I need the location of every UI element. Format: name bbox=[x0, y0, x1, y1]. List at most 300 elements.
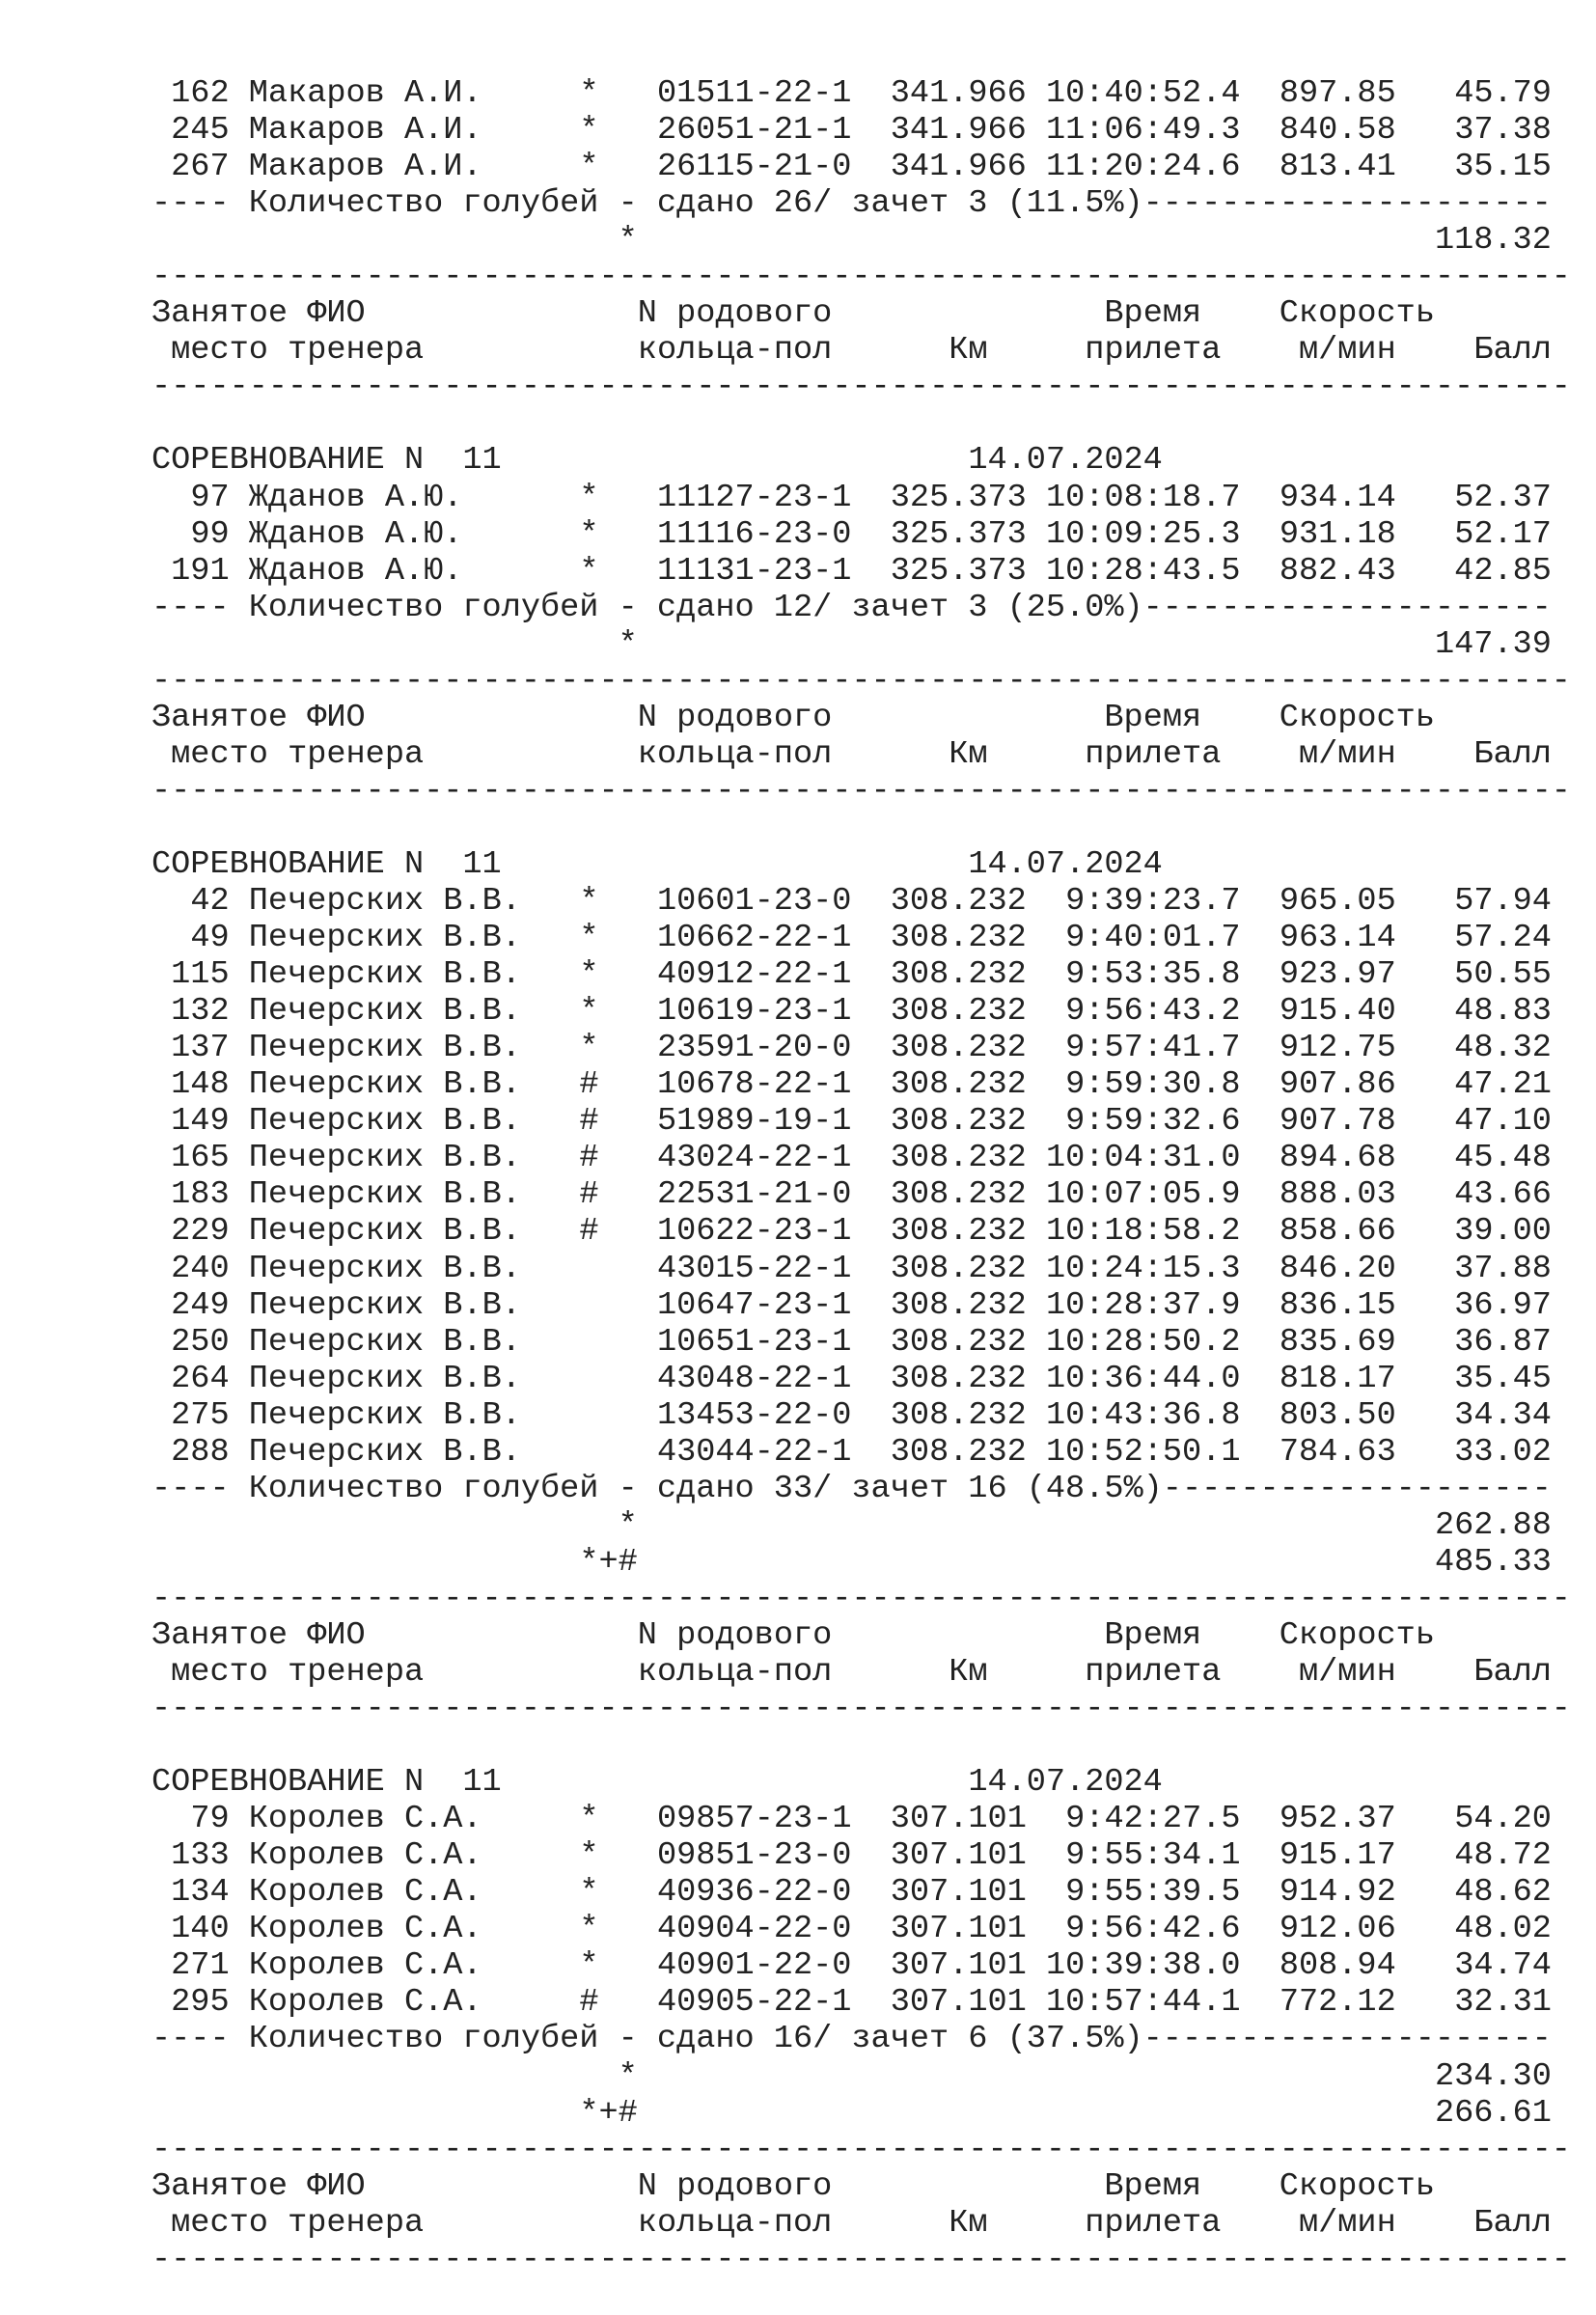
summary-line bbox=[151, 185, 1571, 222]
score-cell: 34.34 bbox=[1454, 1396, 1552, 1434]
time-cell: 10:08:18.7 bbox=[1046, 479, 1241, 516]
km-cell: 341.966 bbox=[890, 112, 1027, 150]
km-cell: 308.232 bbox=[890, 1286, 1027, 1324]
time-cell: 9:56:43.2 bbox=[1065, 993, 1241, 1031]
time-cell: 10:40:52.4 bbox=[1046, 75, 1241, 112]
header-name-2: тренера bbox=[288, 735, 425, 773]
summary-line bbox=[151, 1471, 1571, 1507]
mark-cell: * bbox=[579, 552, 599, 590]
result-row bbox=[151, 1801, 1571, 1837]
header-km: Км bbox=[949, 2204, 988, 2242]
result-row bbox=[151, 75, 1571, 112]
time-cell: 9:55:34.1 bbox=[1065, 1837, 1241, 1875]
score-cell: 57.24 bbox=[1454, 920, 1552, 957]
name-cell: Макаров А.И. bbox=[248, 149, 482, 186]
total-mark: * bbox=[618, 625, 638, 663]
total-value: 118.32 bbox=[1434, 222, 1552, 260]
place-cell: 191 bbox=[171, 552, 230, 590]
score-cell: 42.85 bbox=[1454, 552, 1552, 590]
km-cell: 308.232 bbox=[890, 1140, 1027, 1177]
name-cell: Макаров А.И. bbox=[248, 112, 482, 150]
place-cell: 79 bbox=[190, 1801, 230, 1838]
km-cell: 307.101 bbox=[890, 1874, 1027, 1912]
column-header-line-1 bbox=[151, 295, 1571, 332]
column-header-line-1 bbox=[151, 1617, 1571, 1654]
column-header-line-2 bbox=[151, 332, 1571, 369]
result-row bbox=[151, 1837, 1571, 1874]
header-speed: Скорость bbox=[1279, 699, 1435, 736]
speed-cell: 931.18 bbox=[1279, 515, 1396, 553]
summary-line bbox=[151, 2021, 1571, 2057]
place-cell: 137 bbox=[171, 1030, 230, 1067]
separator-line: ------------------------------------------------------------------------- bbox=[151, 662, 1571, 700]
total-value: 147.39 bbox=[1434, 625, 1552, 663]
score-cell: 52.17 bbox=[1454, 515, 1552, 553]
km-cell: 308.232 bbox=[890, 1433, 1027, 1471]
speed-cell: 803.50 bbox=[1279, 1396, 1396, 1434]
result-row bbox=[151, 1947, 1571, 1984]
blank-line bbox=[151, 2278, 1571, 2315]
result-row bbox=[151, 1287, 1571, 1324]
pigeon-count-summary: ---- Количество голубей - сдано 33/ зачет 16 (48.5%)-------------------- bbox=[151, 1470, 1552, 1507]
result-row bbox=[151, 1434, 1571, 1471]
place-cell: 134 bbox=[171, 1874, 230, 1912]
header-time: Время bbox=[1104, 699, 1202, 736]
speed-cell: 907.86 bbox=[1279, 1066, 1396, 1104]
name-cell: Королев С.А. bbox=[248, 1947, 482, 1985]
mark-cell: * bbox=[579, 1837, 599, 1875]
header-score: Балл bbox=[1473, 1654, 1552, 1692]
separator-line: ------------------------------------------------------------------------- bbox=[151, 2241, 1571, 2278]
km-cell: 308.232 bbox=[890, 1030, 1027, 1067]
place-cell: 42 bbox=[190, 883, 230, 921]
ring-cell: 26051-21-1 bbox=[656, 112, 852, 150]
ring-cell: 10651-23-1 bbox=[656, 1323, 852, 1361]
score-cell: 43.66 bbox=[1454, 1176, 1552, 1214]
score-cell: 33.02 bbox=[1454, 1433, 1552, 1471]
column-header-line-1 bbox=[151, 700, 1571, 736]
name-cell: Печерских В.В. bbox=[248, 1176, 521, 1214]
result-row bbox=[151, 1984, 1571, 2021]
time-cell: 9:40:01.7 bbox=[1065, 920, 1241, 957]
competition-date: 14.07.2024 bbox=[968, 845, 1163, 883]
total-mark: * bbox=[618, 2057, 638, 2095]
place-cell: 245 bbox=[171, 112, 230, 150]
header-place: Занятое bbox=[151, 2167, 289, 2205]
competition-line bbox=[151, 1764, 1571, 1801]
time-cell: 9:59:30.8 bbox=[1065, 1066, 1241, 1104]
speed-cell: 818.17 bbox=[1279, 1360, 1396, 1397]
result-row bbox=[151, 1213, 1571, 1250]
blank-line bbox=[151, 810, 1571, 846]
competition-line bbox=[151, 442, 1571, 479]
ring-cell: 10622-23-1 bbox=[656, 1213, 852, 1251]
header-ring-2: кольца-пол bbox=[637, 1654, 833, 1692]
ring-cell: 13453-22-0 bbox=[656, 1396, 852, 1434]
score-cell: 36.87 bbox=[1454, 1323, 1552, 1361]
km-cell: 308.232 bbox=[890, 1323, 1027, 1361]
ring-cell: 51989-19-1 bbox=[656, 1103, 852, 1141]
score-cell: 47.10 bbox=[1454, 1103, 1552, 1141]
name-cell: Печерских В.В. bbox=[248, 1286, 521, 1324]
speed-cell: 808.94 bbox=[1279, 1947, 1396, 1985]
speed-cell: 952.37 bbox=[1279, 1801, 1396, 1838]
blank-line bbox=[151, 405, 1571, 442]
header-km: Км bbox=[949, 735, 988, 773]
speed-cell: 914.92 bbox=[1279, 1874, 1396, 1912]
result-row bbox=[151, 480, 1571, 516]
time-cell: 10:28:37.9 bbox=[1045, 1286, 1241, 1324]
ring-cell: 40901-22-0 bbox=[656, 1947, 852, 1985]
separator-line: ------------------------------------------------------------------------- bbox=[151, 2131, 1571, 2168]
score-cell: 34.74 bbox=[1454, 1947, 1552, 1985]
score-cell: 52.37 bbox=[1454, 479, 1552, 516]
total-value: 485.33 bbox=[1434, 1543, 1552, 1581]
total-value: 266.61 bbox=[1434, 2094, 1552, 2132]
mark-cell: * bbox=[579, 993, 599, 1031]
result-row bbox=[151, 1140, 1571, 1176]
header-ring-2: кольца-пол bbox=[637, 332, 833, 370]
speed-cell: 912.06 bbox=[1279, 1911, 1396, 1948]
result-row bbox=[151, 1251, 1571, 1287]
header-place-2: место bbox=[171, 1654, 268, 1692]
header-speed-2: м/мин bbox=[1298, 2204, 1396, 2242]
place-cell: 162 bbox=[171, 75, 230, 112]
result-row bbox=[151, 1874, 1571, 1911]
score-cell: 37.88 bbox=[1454, 1250, 1552, 1287]
ring-cell: 11116-23-0 bbox=[656, 515, 852, 553]
ring-cell: 43048-22-1 bbox=[656, 1360, 852, 1397]
header-place: Занятое bbox=[151, 1616, 289, 1654]
ring-cell: 10678-22-1 bbox=[656, 1066, 852, 1104]
ring-cell: 40936-22-0 bbox=[656, 1874, 852, 1912]
ring-cell: 11131-23-1 bbox=[656, 552, 852, 590]
ring-cell: 40912-22-1 bbox=[656, 956, 852, 994]
km-cell: 308.232 bbox=[890, 1360, 1027, 1397]
ring-cell: 40904-22-0 bbox=[656, 1911, 852, 1948]
ring-cell: 09851-23-0 bbox=[656, 1837, 852, 1875]
speed-cell: 965.05 bbox=[1279, 883, 1396, 921]
score-cell: 48.02 bbox=[1454, 1911, 1552, 1948]
time-cell: 10:24:15.3 bbox=[1045, 1250, 1241, 1287]
result-row bbox=[151, 516, 1571, 553]
km-cell: 325.373 bbox=[890, 479, 1027, 516]
header-speed: Скорость bbox=[1279, 1616, 1435, 1654]
header-ring: N родового bbox=[637, 2167, 833, 2205]
place-cell: 49 bbox=[190, 920, 230, 957]
name-cell: Печерских В.В. bbox=[248, 1140, 521, 1177]
name-cell: Королев С.А. bbox=[248, 1984, 482, 2022]
km-cell: 307.101 bbox=[890, 1911, 1027, 1948]
ring-cell: 10619-23-1 bbox=[656, 993, 852, 1031]
header-name: ФИО bbox=[307, 699, 366, 736]
km-cell: 308.232 bbox=[890, 1066, 1027, 1104]
total-line bbox=[151, 1507, 1571, 1544]
score-cell: 47.21 bbox=[1454, 1066, 1552, 1104]
name-cell: Королев С.А. bbox=[248, 1911, 482, 1948]
time-cell: 9:57:41.7 bbox=[1065, 1030, 1241, 1067]
total-line bbox=[151, 222, 1571, 259]
result-row bbox=[151, 956, 1571, 993]
speed-cell: 882.43 bbox=[1279, 552, 1396, 590]
result-row bbox=[151, 1066, 1571, 1103]
total-mark: *+# bbox=[579, 2094, 638, 2132]
mark-cell: # bbox=[579, 1066, 599, 1104]
total-value: 234.30 bbox=[1434, 2057, 1552, 2095]
header-score: Балл bbox=[1473, 2204, 1552, 2242]
place-cell: 264 bbox=[171, 1360, 230, 1397]
place-cell: 183 bbox=[171, 1176, 230, 1214]
header-ring: N родового bbox=[637, 295, 833, 333]
speed-cell: 912.75 bbox=[1279, 1030, 1396, 1067]
result-row bbox=[151, 1911, 1571, 1947]
header-place: Занятое bbox=[151, 295, 289, 333]
mark-cell: # bbox=[579, 1103, 599, 1141]
header-speed: Скорость bbox=[1279, 295, 1435, 333]
speed-cell: 813.41 bbox=[1279, 149, 1396, 186]
header-name-2: тренера bbox=[288, 332, 425, 370]
header-time-2: прилета bbox=[1085, 332, 1222, 370]
km-cell: 308.232 bbox=[890, 1396, 1027, 1434]
score-cell: 35.45 bbox=[1454, 1360, 1552, 1397]
place-cell: 115 bbox=[171, 956, 230, 994]
result-row bbox=[151, 112, 1571, 149]
name-cell: Жданов А.Ю. bbox=[248, 552, 463, 590]
speed-cell: 772.12 bbox=[1279, 1984, 1396, 2022]
header-speed-2: м/мин bbox=[1298, 735, 1396, 773]
header-time: Время bbox=[1104, 2167, 1202, 2205]
place-cell: 267 bbox=[171, 149, 230, 186]
score-cell: 50.55 bbox=[1454, 956, 1552, 994]
name-cell: Печерских В.В. bbox=[248, 1433, 521, 1471]
header-km: Км bbox=[949, 332, 988, 370]
header-speed-2: м/мин bbox=[1298, 332, 1396, 370]
time-cell: 11:06:49.3 bbox=[1046, 112, 1241, 150]
speed-cell: 897.85 bbox=[1279, 75, 1396, 112]
name-cell: Печерских В.В. bbox=[248, 920, 521, 957]
header-place: Занятое bbox=[151, 699, 289, 736]
name-cell: Печерских В.В. bbox=[248, 1250, 521, 1287]
mark-cell: * bbox=[579, 1030, 599, 1067]
time-cell: 9:39:23.7 bbox=[1065, 883, 1241, 921]
speed-cell: 963.14 bbox=[1279, 920, 1396, 957]
mark-cell: # bbox=[579, 1176, 599, 1214]
header-score: Балл bbox=[1473, 735, 1552, 773]
km-cell: 341.966 bbox=[890, 149, 1027, 186]
ring-cell: 10662-22-1 bbox=[656, 920, 852, 957]
ring-cell: 10601-23-0 bbox=[656, 883, 852, 921]
score-cell: 57.94 bbox=[1454, 883, 1552, 921]
score-cell: 48.32 bbox=[1454, 1030, 1552, 1067]
km-cell: 308.232 bbox=[890, 920, 1027, 957]
result-row bbox=[151, 149, 1571, 185]
score-cell: 48.72 bbox=[1454, 1837, 1552, 1875]
mark-cell: * bbox=[579, 515, 599, 553]
result-row bbox=[151, 993, 1571, 1030]
header-speed: Скорость bbox=[1279, 2167, 1435, 2205]
name-cell: Королев С.А. bbox=[248, 1874, 482, 1912]
competition-title: СОРЕВНОВАНИЕ N 11 bbox=[151, 1764, 502, 1802]
name-cell: Жданов А.Ю. bbox=[248, 479, 463, 516]
column-header-line-2 bbox=[151, 2205, 1571, 2242]
place-cell: 132 bbox=[171, 993, 230, 1031]
summary-line bbox=[151, 590, 1571, 626]
place-cell: 229 bbox=[171, 1213, 230, 1251]
result-row bbox=[151, 1361, 1571, 1397]
place-cell: 240 bbox=[171, 1250, 230, 1287]
time-cell: 10:43:36.8 bbox=[1045, 1396, 1241, 1434]
km-cell: 307.101 bbox=[890, 1984, 1027, 2022]
time-cell: 10:04:31.0 bbox=[1045, 1140, 1241, 1177]
place-cell: 249 bbox=[171, 1286, 230, 1324]
header-time: Время bbox=[1104, 1616, 1202, 1654]
header-ring: N родового bbox=[637, 699, 833, 736]
competition-date: 14.07.2024 bbox=[968, 1764, 1163, 1802]
competition-date: 14.07.2024 bbox=[968, 442, 1163, 480]
time-cell: 9:53:35.8 bbox=[1065, 956, 1241, 994]
mark-cell: # bbox=[579, 1140, 599, 1177]
separator-line: ------------------------------------------------------------------------- bbox=[151, 259, 1571, 296]
place-cell: 140 bbox=[171, 1911, 230, 1948]
place-cell: 148 bbox=[171, 1066, 230, 1104]
name-cell: Печерских В.В. bbox=[248, 993, 521, 1031]
separator-line: ------------------------------------------------------------------------- bbox=[151, 1691, 1571, 1728]
km-cell: 308.232 bbox=[890, 1213, 1027, 1251]
ring-cell: 26115-21-0 bbox=[656, 149, 852, 186]
score-cell: 37.38 bbox=[1454, 112, 1552, 150]
header-name: ФИО bbox=[307, 2167, 366, 2205]
header-score: Балл bbox=[1473, 332, 1552, 370]
score-cell: 32.31 bbox=[1454, 1984, 1552, 2022]
km-cell: 308.232 bbox=[890, 1176, 1027, 1214]
results-document bbox=[151, 75, 1571, 2315]
speed-cell: 915.17 bbox=[1279, 1837, 1396, 1875]
score-cell: 48.83 bbox=[1454, 993, 1552, 1031]
km-cell: 307.101 bbox=[890, 1837, 1027, 1875]
header-name-2: тренера bbox=[288, 1654, 425, 1692]
place-cell: 295 bbox=[171, 1984, 230, 2022]
speed-cell: 894.68 bbox=[1279, 1140, 1396, 1177]
km-cell: 307.101 bbox=[890, 1947, 1027, 1985]
header-speed-2: м/мин bbox=[1298, 1654, 1396, 1692]
mark-cell: * bbox=[579, 479, 599, 516]
name-cell: Печерских В.В. bbox=[248, 1396, 521, 1434]
pigeon-count-summary: ---- Количество голубей - сдано 26/ зачет 3 (11.5%)--------------------- bbox=[151, 185, 1552, 223]
name-cell: Печерских В.В. bbox=[248, 883, 521, 921]
time-cell: 10:07:05.9 bbox=[1045, 1176, 1241, 1214]
header-place-2: место bbox=[171, 735, 268, 773]
mark-cell: * bbox=[579, 920, 599, 957]
separator-line: ------------------------------------------------------------------------- bbox=[151, 369, 1571, 406]
mark-cell: * bbox=[579, 956, 599, 994]
speed-cell: 840.58 bbox=[1279, 112, 1396, 150]
place-cell: 250 bbox=[171, 1323, 230, 1361]
km-cell: 308.232 bbox=[890, 1103, 1027, 1141]
time-cell: 10:36:44.0 bbox=[1045, 1360, 1241, 1397]
result-row bbox=[151, 1176, 1571, 1213]
mark-cell: * bbox=[579, 112, 599, 150]
speed-cell: 888.03 bbox=[1279, 1176, 1396, 1214]
result-row bbox=[151, 1324, 1571, 1361]
time-cell: 9:55:39.5 bbox=[1065, 1874, 1241, 1912]
speed-cell: 923.97 bbox=[1279, 956, 1396, 994]
speed-cell: 836.15 bbox=[1279, 1286, 1396, 1324]
total-line bbox=[151, 2058, 1571, 2095]
mark-cell: * bbox=[579, 149, 599, 186]
result-row bbox=[151, 920, 1571, 956]
ring-cell: 43024-22-1 bbox=[656, 1140, 852, 1177]
name-cell: Печерских В.В. bbox=[248, 1030, 521, 1067]
km-cell: 325.373 bbox=[890, 552, 1027, 590]
name-cell: Печерских В.В. bbox=[248, 1103, 521, 1141]
total-line bbox=[151, 2095, 1571, 2132]
competition-line bbox=[151, 846, 1571, 883]
time-cell: 10:18:58.2 bbox=[1045, 1213, 1241, 1251]
place-cell: 133 bbox=[171, 1837, 230, 1875]
place-cell: 165 bbox=[171, 1140, 230, 1177]
ring-cell: 09857-23-1 bbox=[656, 1801, 852, 1838]
place-cell: 149 bbox=[171, 1103, 230, 1141]
score-cell: 54.20 bbox=[1454, 1801, 1552, 1838]
name-cell: Королев С.А. bbox=[248, 1801, 482, 1838]
result-row bbox=[151, 1397, 1571, 1434]
name-cell: Макаров А.И. bbox=[248, 75, 482, 112]
total-value: 262.88 bbox=[1434, 1506, 1552, 1544]
score-cell: 39.00 bbox=[1454, 1213, 1552, 1251]
header-ring-2: кольца-пол bbox=[637, 735, 833, 773]
name-cell: Печерских В.В. bbox=[248, 1323, 521, 1361]
column-header-line-2 bbox=[151, 1654, 1571, 1691]
header-time-2: прилета bbox=[1085, 2204, 1222, 2242]
mark-cell: * bbox=[579, 75, 599, 112]
score-cell: 45.48 bbox=[1454, 1140, 1552, 1177]
ring-cell: 43044-22-1 bbox=[656, 1433, 852, 1471]
pigeon-count-summary: ---- Количество голубей - сдано 16/ зачет 6 (37.5%)--------------------- bbox=[151, 2021, 1552, 2058]
header-time: Время bbox=[1104, 295, 1202, 333]
header-ring: N родового bbox=[637, 1616, 833, 1654]
mark-cell: * bbox=[579, 1911, 599, 1948]
km-cell: 308.232 bbox=[890, 1250, 1027, 1287]
ring-cell: 43015-22-1 bbox=[656, 1250, 852, 1287]
total-mark: * bbox=[618, 222, 638, 260]
pigeon-count-summary: ---- Количество голубей - сдано 12/ зачет 3 (25.0%)--------------------- bbox=[151, 589, 1552, 626]
score-cell: 45.79 bbox=[1454, 75, 1552, 112]
mark-cell: # bbox=[579, 1984, 599, 2022]
speed-cell: 846.20 bbox=[1279, 1250, 1396, 1287]
ring-cell: 22531-21-0 bbox=[656, 1176, 852, 1214]
place-cell: 99 bbox=[190, 515, 230, 553]
mark-cell: * bbox=[579, 1801, 599, 1838]
km-cell: 325.373 bbox=[890, 515, 1027, 553]
name-cell: Печерских В.В. bbox=[248, 1066, 521, 1104]
ring-cell: 11127-23-1 bbox=[656, 479, 852, 516]
header-place-2: место bbox=[171, 332, 268, 370]
speed-cell: 907.78 bbox=[1279, 1103, 1396, 1141]
result-row bbox=[151, 553, 1571, 590]
time-cell: 9:42:27.5 bbox=[1065, 1801, 1241, 1838]
header-time-2: прилета bbox=[1085, 1654, 1222, 1692]
place-cell: 288 bbox=[171, 1433, 230, 1471]
ring-cell: 01511-22-1 bbox=[656, 75, 852, 112]
header-place-2: место bbox=[171, 2204, 268, 2242]
speed-cell: 858.66 bbox=[1279, 1213, 1396, 1251]
time-cell: 10:39:38.0 bbox=[1046, 1947, 1241, 1985]
blank-line bbox=[151, 1727, 1571, 1764]
ring-cell: 23591-20-0 bbox=[656, 1030, 852, 1067]
mark-cell: * bbox=[579, 1947, 599, 1985]
name-cell: Печерских В.В. bbox=[248, 1360, 521, 1397]
mark-cell: * bbox=[579, 1874, 599, 1912]
